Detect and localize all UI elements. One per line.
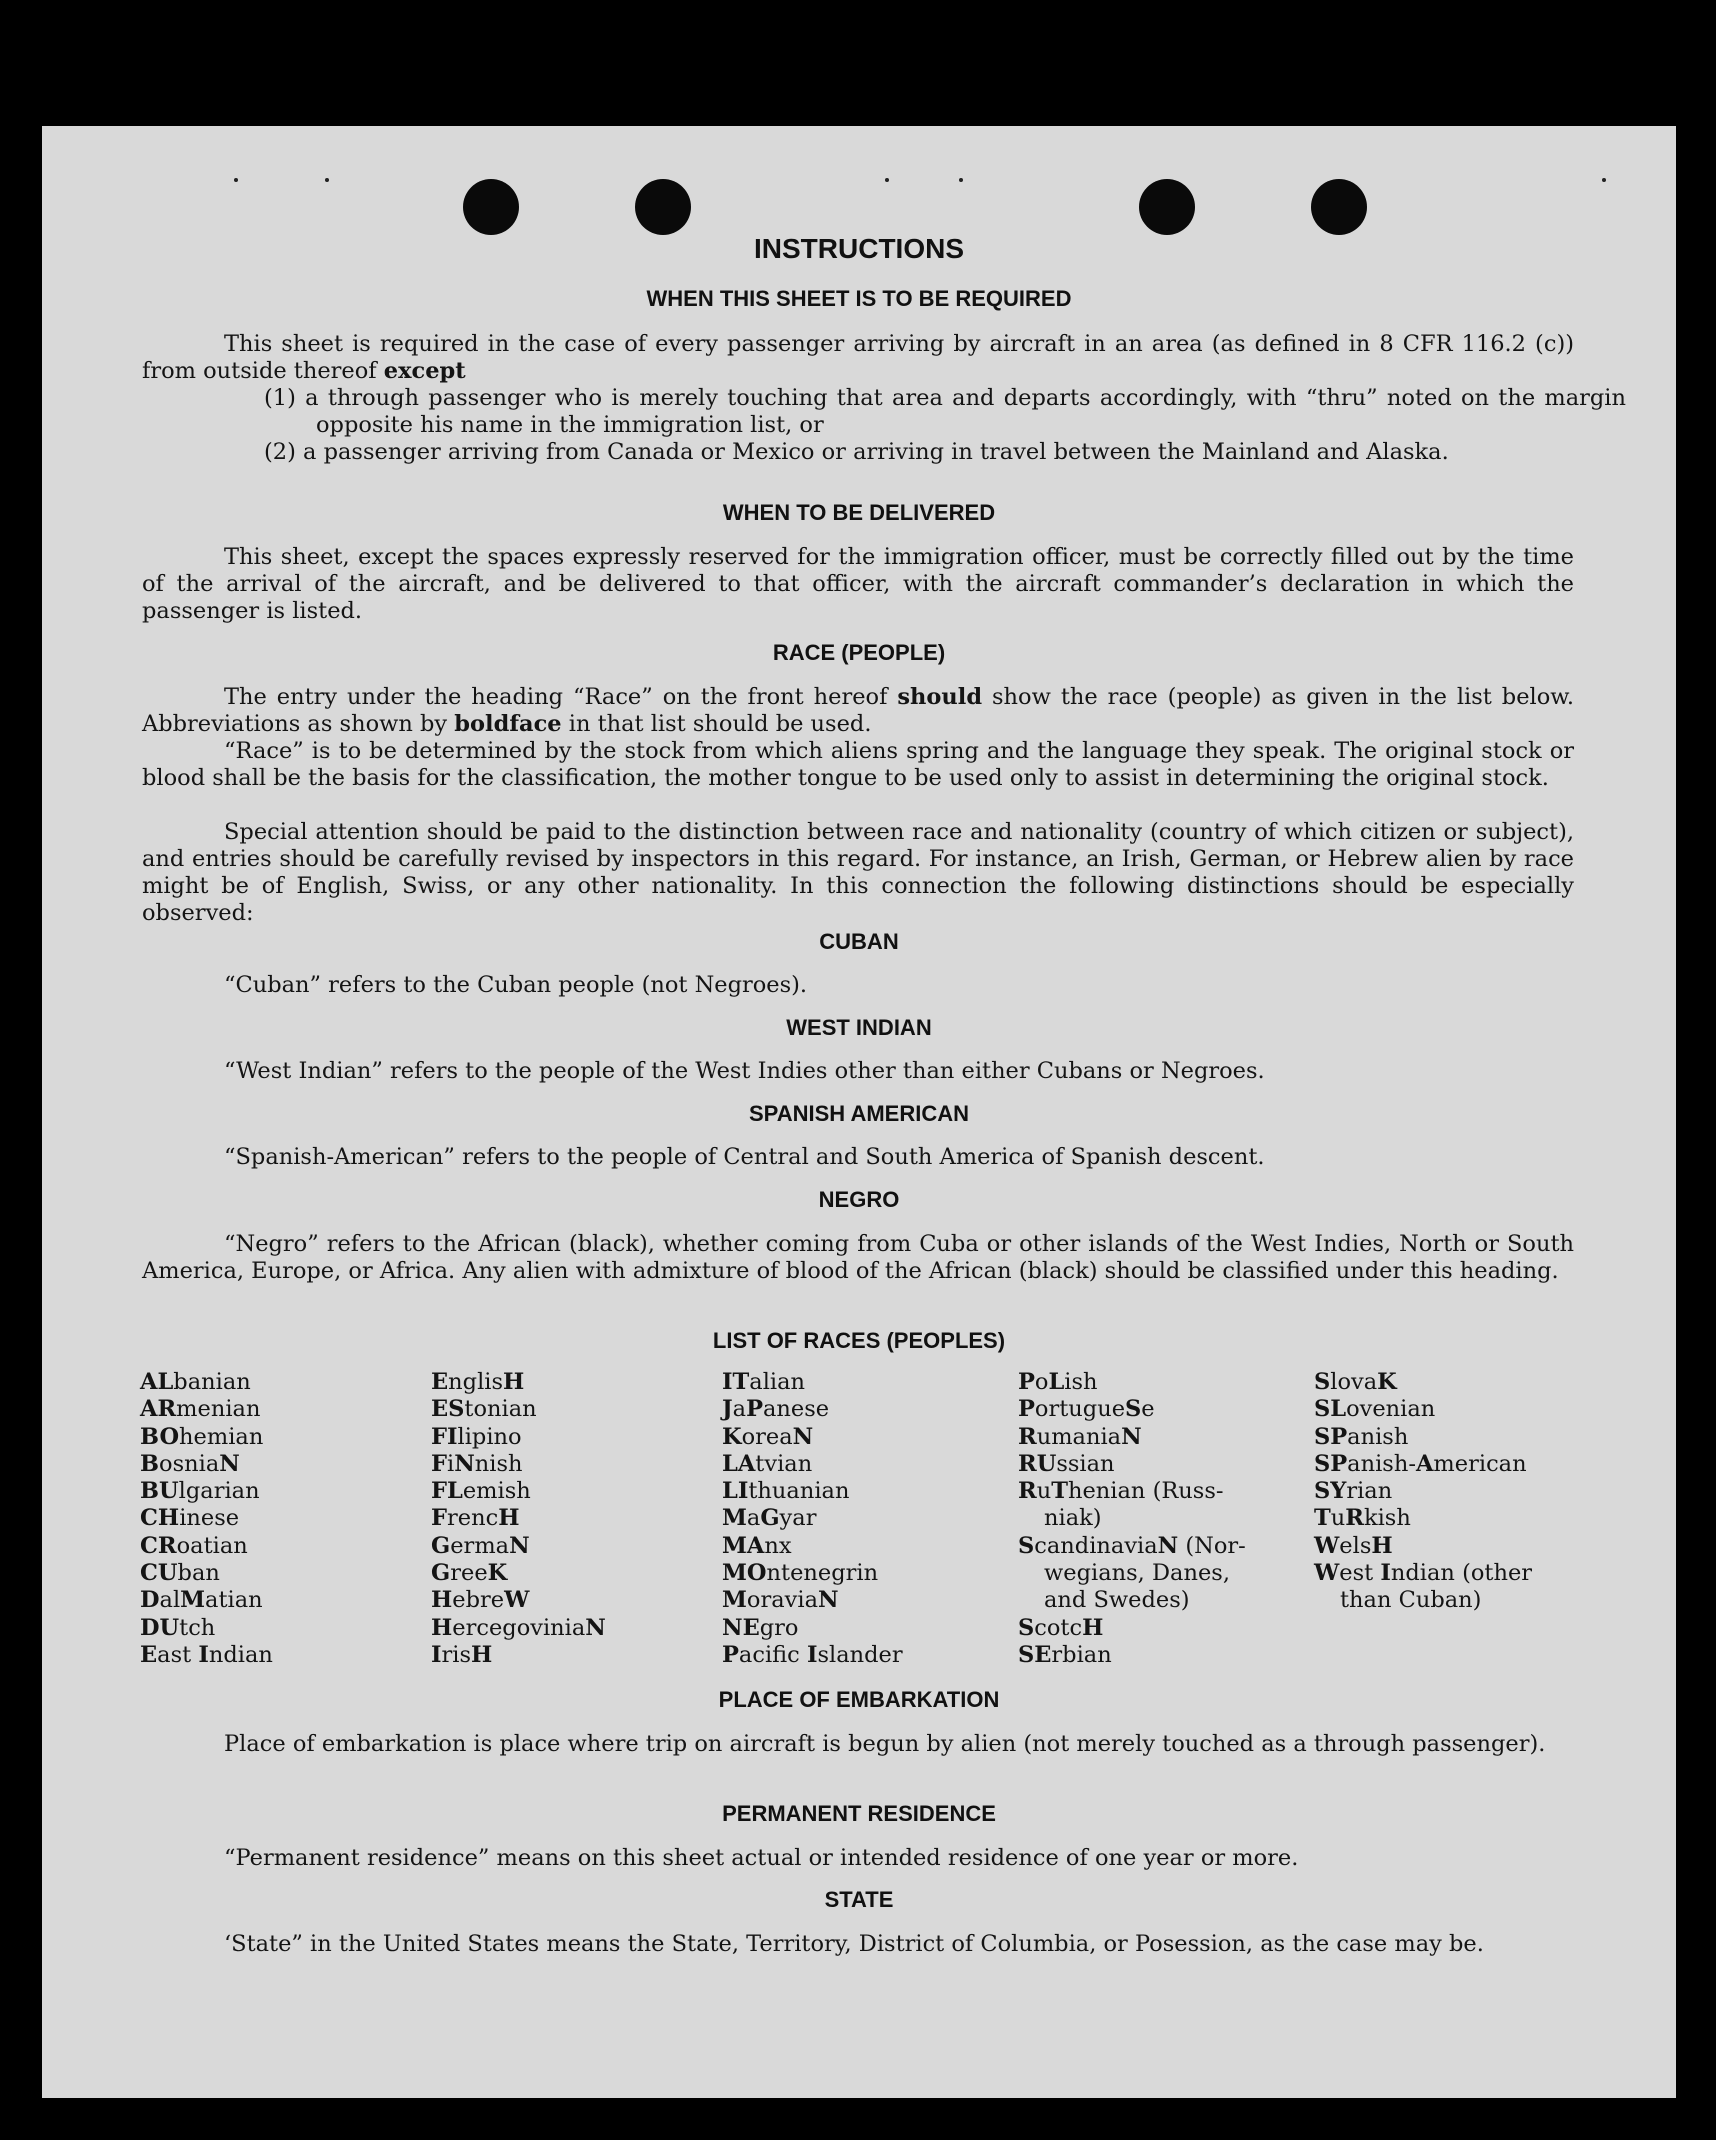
race-paragraph-3: Special attention should be paid to the distinction between race and nationality (country of which citizen or subject), and entries should be carefully revised by inspectors in this regard. For instance, an Irish, German, or Hebrew alien by race might be of English, Swiss, or any other nationality. In this connection the following distinctions should be especially observed: <box>142 819 1574 926</box>
punch-hole <box>1311 179 1367 235</box>
race-entry: BOhemian <box>140 1423 264 1450</box>
required-item-1: (1) a through passenger who is merely touching that area and departs accordingly, with “thru” noted on the margin opposite his name in the immigration list, or <box>264 385 1626 438</box>
race-entry: PortugueSe <box>1018 1396 1155 1423</box>
race-entry: FLemish <box>431 1478 531 1505</box>
spanish-american-text: “Spanish-American” refers to the people of Central and South America of Spanish descent. <box>224 1144 1265 1170</box>
cuban-text: “Cuban” refers to the Cuban people (not Negroes). <box>224 972 808 998</box>
race-entry: RUssian <box>1018 1450 1115 1477</box>
race-entry: SLovenian <box>1314 1396 1436 1423</box>
race-entry: SErbian <box>1018 1641 1112 1668</box>
delivered-text: This sheet, except the spaces expressly reserved for the immigration officer, must be correctly filled out by the time of the arrival of the aircraft, and be delivered to that officer, with the aircraft commander’s declaration in which the passenger is listed. <box>142 544 1574 624</box>
race-entry: SYrian <box>1314 1478 1393 1505</box>
races-column <box>1314 1369 1532 1615</box>
heading-embarkation: PLACE OF EMBARKATION <box>718 1687 1000 1712</box>
heading-list-of-races: LIST OF RACES (PEOPLES) <box>712 1328 1006 1353</box>
page-title: INSTRUCTIONS <box>754 233 964 264</box>
race-entry: ALbanian <box>140 1369 251 1395</box>
race-entry: PoLish <box>1018 1369 1098 1395</box>
race-entry: niak) <box>1044 1505 1102 1532</box>
heading-west-indian: WEST INDIAN <box>786 1015 932 1040</box>
punch-hole <box>1139 179 1195 235</box>
race-entry: GermaN <box>431 1532 530 1559</box>
punch-hole <box>463 179 519 235</box>
required-item-2: (2) a passenger arriving from Canada or Mexico or arriving in travel between the Mainland and Alaska. <box>264 439 1449 465</box>
embarkation-text: Place of embarkation is place where trip on aircraft is begun by alien (not merely touched as a through passenger). <box>224 1731 1546 1757</box>
races-column <box>722 1369 903 1669</box>
race-entry: EStonian <box>431 1396 537 1423</box>
heading-state: STATE <box>824 1887 894 1912</box>
required-intro: This sheet is required in the case of every passenger arriving by aircraft in an area (as defined in 8 CFR 116.2 (c)) from outside thereof except <box>142 331 1574 384</box>
race-paragraph-2: “Race” is to be determined by the stock from which aliens spring and the language they speak. The original stock or blood shall be the basis for the classification, the mother tongue to be used only to assist in determining the original stock. <box>142 738 1574 791</box>
races-column <box>1018 1369 1246 1669</box>
race-entry: BUlgarian <box>140 1478 260 1505</box>
race-entry: DalMatian <box>140 1587 263 1614</box>
race-entry: FiNnish <box>431 1450 523 1477</box>
race-entry: Pacifc Islander <box>722 1641 903 1668</box>
race-entry: ScotcH <box>1018 1614 1104 1641</box>
race-entry: CRoatian <box>140 1532 248 1559</box>
race-entry: ITalian <box>722 1369 806 1395</box>
race-entry: West Indian (other <box>1314 1560 1533 1587</box>
race-entry: LAtvian <box>722 1450 813 1477</box>
race-entry: NEgro <box>722 1614 799 1641</box>
race-entry: East Indian <box>140 1641 273 1668</box>
race-entry: SPanish-American <box>1314 1450 1527 1477</box>
race-entry: KoreaN <box>722 1423 814 1450</box>
race-entry: LIthuanian <box>722 1478 850 1505</box>
heading-delivered: WHEN TO BE DELIVERED <box>722 500 996 525</box>
race-entry: HercegoviniaN <box>431 1614 606 1641</box>
race-entry: FIlipino <box>431 1423 522 1450</box>
document-page <box>42 126 1676 2098</box>
race-entry: EnglisH <box>431 1369 525 1395</box>
heading-spanish-american: SPANISH AMERICAN <box>748 1101 969 1126</box>
heading-cuban: CUBAN <box>819 929 899 954</box>
race-entry: SlovaK <box>1314 1369 1397 1395</box>
race-entry: and Swedes) <box>1044 1587 1190 1614</box>
heading-negro: NEGRO <box>818 1187 900 1212</box>
race-entry: MOntenegrin <box>722 1560 879 1587</box>
race-entry: DUtch <box>140 1614 216 1641</box>
race-entry: WelsH <box>1314 1532 1393 1559</box>
race-entry: MaGyar <box>722 1505 817 1532</box>
race-entry: JaPanese <box>722 1396 830 1423</box>
heading-residence: PERMANENT RESIDENCE <box>722 1801 996 1826</box>
races-column <box>140 1369 273 1669</box>
race-entry: MAnx <box>722 1532 792 1559</box>
race-paragraph-1: The entry under the heading “Race” on the front hereof should show the race (people) as given in the list below. Abbreviations as shown by boldface in that list should be used. <box>142 684 1574 737</box>
race-entry: SPanish <box>1314 1423 1409 1450</box>
race-entry: ScandinaviaN (Nor- <box>1018 1532 1246 1559</box>
race-entry: ARmenian <box>140 1396 261 1423</box>
punch-hole <box>635 179 691 235</box>
heading-required: WHEN THIS SHEET IS TO BE REQUIRED <box>646 286 1072 311</box>
race-entry: wegians, Danes, <box>1044 1560 1230 1587</box>
race-entry: RuThenian (Russ- <box>1018 1478 1224 1505</box>
race-entry: BosniaN <box>140 1450 240 1477</box>
race-entry: than Cuban) <box>1340 1587 1482 1614</box>
west-indian-text: “West Indian” refers to the people of the West Indies other than either Cubans or Negroes. <box>224 1058 1265 1084</box>
race-entry: GreeK <box>431 1560 508 1587</box>
negro-text: “Negro” refers to the African (black), whether coming from Cuba or other islands of the West Indies, North or South America, Europe, or Africa. Any alien with admixture of blood of the African (black) should be classified under this heading. <box>142 1231 1574 1284</box>
residence-text: “Permanent residence” means on this sheet actual or intended residence of one year or more. <box>224 1845 1299 1871</box>
state-text: ‘State” in the United States means the State, Territory, District of Columbia, or Posession, as the case may be. <box>224 1931 1484 1957</box>
races-column <box>431 1369 606 1669</box>
race-entry: RumaniaN <box>1018 1423 1142 1450</box>
race-entry: CHinese <box>140 1505 240 1532</box>
race-entry: TuRkish <box>1314 1505 1411 1532</box>
heading-race: RACE (PEOPLE) <box>772 640 946 665</box>
race-entry: MoraviaN <box>722 1587 839 1614</box>
race-entry: CUban <box>140 1560 220 1587</box>
race-entry: IrisH <box>431 1641 493 1668</box>
race-entry: FrencH <box>431 1505 520 1532</box>
race-entry: HebreW <box>431 1587 530 1614</box>
